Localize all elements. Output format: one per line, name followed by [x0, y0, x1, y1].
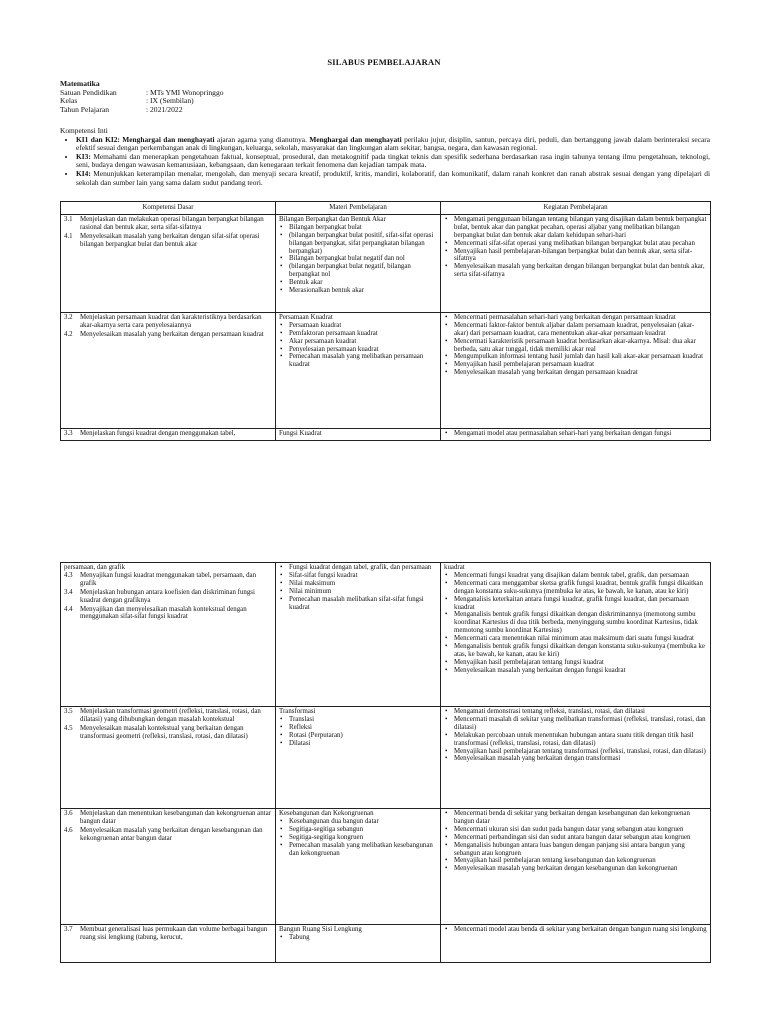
kd-item	[64, 216, 272, 232]
kegiatan-item: • Mencermati sifat-sifat operasi yang melibatkan bilangan berpangkat bulat atau pecahan	[454, 240, 707, 248]
kegiatan-cell	[441, 707, 711, 809]
kegiatan-item: • Mencermati model atau benda di sekitar yang berkaitan dengan bangun ruang sisi lengkung	[454, 926, 707, 934]
header-row: Tahun Pelajaran : 2021/2022	[60, 104, 183, 114]
table-row	[61, 925, 711, 963]
materi-item-list	[279, 716, 437, 748]
table-row	[61, 809, 711, 925]
kegiatan-item: • Menyelesaikan masalah yang berkaitan dengan fungsi kuadrat	[454, 667, 707, 675]
materi-item: • Segitiga-segitiga kongruen	[289, 834, 437, 842]
kd-text: Menjelaskan persamaan kuadrat dan karakteristiknya berdasarkan akar-akarnya serta cara penyelesaiannya	[80, 313, 262, 329]
materi-item: • Fungsi kuadrat dengan tabel, grafik, dan persamaan	[289, 564, 437, 572]
kd-text: Menjelaskan fungsi kuadrat dengan menggunakan tabel,	[80, 429, 236, 437]
materi-item: • Segitiga-segitiga sebangun	[289, 826, 437, 834]
materi-item: • Bentuk akar	[289, 279, 437, 287]
column-header: Kegiatan Pembelajaran	[441, 202, 711, 215]
kompetensi-dasar-cell	[61, 707, 276, 809]
table-header-row	[61, 202, 711, 215]
table-row	[61, 312, 711, 428]
kegiatan-item: • Mengamati demonstrasi tentang refleksi, translasi, rotasi, dan dilatasi	[454, 708, 707, 716]
column-header: Materi Pembelajaran	[276, 202, 441, 215]
kegiatan-item: • Mencermati cara menggambar sketsa grafik fungsi kuadrat, bentuk grafik fungsi dikaitkan dengan konstanta suku-sukunya (membuka ke atas, ke bawah, ke kanan, atau ke kiri)	[454, 580, 707, 596]
kegiatan-item: • Mencermati masalah di sekitar yang melibatkan transformasi (refleksi, translasi, rotasi, dan dilatasi)	[454, 716, 707, 732]
materi-cell	[276, 809, 441, 925]
kegiatan-item: • Mencermati permasalahan sehari-hari yang berkaitan dengan persamaan kuadrat	[454, 314, 707, 322]
kegiatan-item-list	[444, 216, 707, 279]
kegiatan-cell	[441, 809, 711, 925]
document-header	[60, 80, 710, 114]
kd-number: 4.5	[64, 724, 73, 732]
kd-number: 4.2	[64, 330, 73, 338]
syllabus-table	[60, 201, 711, 441]
kd-number: 3.2	[64, 313, 73, 321]
materi-item: • (bilangan berpangkat bulat negatif, bilangan berpangkat nol	[289, 263, 437, 279]
kegiatan-cell	[441, 925, 711, 963]
kegiatan-item-list	[444, 430, 707, 438]
kd-number: 3.7	[64, 926, 73, 933]
kd-item	[64, 725, 272, 741]
materi-cell	[276, 312, 441, 428]
kd-item	[64, 589, 272, 605]
kd-item	[64, 314, 272, 330]
kegiatan-item: • Mengamati model atau permasalahan sehari-hari yang berkaitan dengan fungsi	[454, 430, 707, 438]
kd-number: 4.4	[64, 605, 73, 613]
kegiatan-item: • Mencermati benda di sekitar yang berkaitan dengan kesebangunan dan kekongruenan bangun datar	[454, 810, 707, 826]
materi-item: • (bilangan berpangkat bulat positif, sifat-sifat operasi bilangan berpangkat, sifat perpangkatan bilangan berpangkat)	[289, 232, 437, 256]
kegiatan-item-list	[444, 926, 707, 934]
kd-number: 4.6	[64, 826, 73, 834]
kegiatan-item: • Menyajikan hasil pembelajaran tentang kesebangunan dan kekongruenan	[454, 857, 707, 865]
ki-heading: Kompetensi Inti	[60, 126, 108, 135]
kd-number: 3.1	[64, 215, 73, 223]
materi-item: • Dilatasi	[289, 740, 437, 748]
kd-item	[64, 572, 272, 588]
table-row	[61, 428, 711, 440]
materi-item: • Bilangan berpangkat bulat negatif dan nol	[289, 255, 437, 263]
kegiatan-item: • Menganalisis keterkaitan antara fungsi kuadrat, grafik fungsi kuadrat, dan persamaan kuadrat	[454, 596, 707, 612]
kegiatan-item: • Menyelesaikan masalah yang berkaitan dengan bilangan berpangkat bulat dan bentuk akar, serta sifat-sifatnya	[454, 263, 707, 279]
materi-item: • Persamaan kuadrat	[289, 322, 437, 330]
materi-item-list	[279, 934, 437, 942]
materi-cell	[276, 707, 441, 809]
kegiatan-item: • Mencermati cara menentukan nilai minimum atau maksimum dari suatu fungsi kuadrat	[454, 635, 707, 643]
kd-text: Menjelaskan dan menentukan kesebangunan dan kekongruenan antar bangun datar	[80, 810, 271, 825]
kegiatan-item: • Mencermati ukuran sisi dan sudut pada bangun datar yang sebangun atau kongruen	[454, 826, 707, 834]
materi-title: Transformasi	[279, 708, 316, 715]
kd-item	[64, 606, 272, 622]
materi-item: • Pemecahan masalah yang melibatkan kesebangunan dan kekongruenan	[289, 842, 437, 858]
kd-item	[64, 926, 272, 942]
kegiatan-item: • Menyelesaikan masalah yang berkaitan dengan kesebangunan dan kekongruenan	[454, 865, 707, 873]
kd-number: 3.5	[64, 708, 73, 715]
kegiatan-item: • Mencermati perbandingan sisi dan sudut antara bangun datar sebangun atau kongruen	[454, 834, 707, 842]
kegiatan-item: • Mencermati fungsi kuadrat yang disajikan dalam bentuk tabel, grafik, dan persamaan	[454, 572, 707, 580]
materi-item: • Nilai maksimum	[289, 580, 437, 588]
kd-number: 3.6	[64, 810, 73, 817]
page-break	[0, 466, 768, 562]
kompetensi-dasar-cell	[61, 563, 276, 707]
materi-item: • Pemecahan masalah yang melibatkan persamaan kuadrat	[289, 353, 437, 369]
ki-item: • KI3: Memahami dan menerapkan pengetahuan faktual, konseptual, prosedural, dan metakognitif pada tingkat teknis dan spesifik sederhana berdasarkan rasa ingin tahunya tentang ilmu pengetahuan, teknologi, seni, budaya dengan wawasan kemanusiaan, kebangsaan, dan kenegaraan terkait fenomena dan kejadian tampak mata.	[76, 153, 710, 170]
kegiatan-item: • Mengamati penggunaan bilangan tentang bilangan yang disajikan dalam bentuk berpangkat bulat, bentuk akar dan pangkat pecahan, operasi aljabar yang melibatkan bilangan berpangkat bulat dan bentuk akar dalam kehidupan sehari-hari	[454, 216, 707, 240]
table-row	[61, 707, 711, 809]
materi-item-list	[279, 818, 437, 858]
kegiatan-continued: kuadrat	[444, 564, 465, 571]
table-row	[61, 214, 711, 312]
kegiatan-item: • Mencermati faktor-faktor bentuk aljabar dalam persamaan kuadrat, penyelesaian (akar-akar) dari persamaan kuadrat, cara menentukan akar-akar persamaan kuadrat	[454, 322, 707, 338]
kompetensi-dasar-cell	[61, 428, 276, 440]
header-row: Kelas : IX (Sembilan)	[60, 96, 194, 106]
kegiatan-item-list	[444, 314, 707, 377]
materi-item-list	[279, 564, 437, 611]
kd-text: Menjelaskan dan melakukan operasi bilangan berpangkat bilangan rasional dan bentuk akar, serta sifat-sifatnya	[80, 215, 264, 231]
kegiatan-item: • Menyelesaikan masalah yang berkaitan dengan persamaan kuadrat	[454, 369, 707, 377]
kegiatan-item: • Menganalisis bentuk grafik fungsi dikaitkan dengan konstanta suku-sukunya (membuka ke atas, ke bawah, ke kanan, atau ke kiri)	[454, 643, 707, 659]
kd-text: Menjelaskan transformasi geometri (refleksi, translasi, rotasi, dan dilatasi) yang dihubungkan dengan masalah kontekstual	[80, 708, 261, 723]
kd-item	[64, 430, 272, 438]
kegiatan-item: • Menyajikan hasil pembelajaran tentang fungsi kuadrat	[454, 659, 707, 667]
kegiatan-item-list	[444, 708, 707, 763]
kegiatan-cell	[441, 428, 711, 440]
kd-text: Menyajikan fungsi kuadrat menggunakan tabel, persamaan, dan grafik	[80, 571, 257, 587]
kegiatan-item-list	[444, 810, 707, 873]
table-row	[61, 563, 711, 707]
kd-continued: persamaan, dan grafik	[64, 564, 126, 571]
kd-text: Menjelaskan hubungan antara koefisien dan diskriminan fungsi kuadrat dengan grafiknya	[80, 588, 255, 604]
kegiatan-item: • Menganalisis hubungan antara luas bangun dengan panjang sisi antara bangun yang sebangun atau kongruen	[454, 842, 707, 858]
kd-item	[64, 810, 272, 826]
materi-cell	[276, 563, 441, 707]
materi-title: Kesebangunan dan Kekongruenan	[279, 810, 374, 817]
materi-item: • Kesebangunan dua bangun datar	[289, 818, 437, 826]
kd-number: 4.1	[64, 232, 73, 240]
kegiatan-item: • Mengumpulkan informasi tentang hasil jumlah dan hasil kali akar-akar persamaan kuadrat	[454, 353, 707, 361]
kd-text: Menyelesaikan masalah yang berkaitan dengan kesebangunan dan kekongruenan antar bangun datar	[80, 826, 263, 842]
kompetensi-dasar-cell	[61, 925, 276, 963]
kd-item	[64, 233, 272, 249]
materi-item: • Translasi	[289, 716, 437, 724]
kompetensi-inti	[60, 127, 710, 187]
kd-text: Menyajikan dan menyelesaikan masalah kontekstual dengan menggunakan sifat-sifat fungsi kuadrat	[80, 605, 247, 621]
kegiatan-cell	[441, 563, 711, 707]
kegiatan-cell	[441, 312, 711, 428]
kd-item	[64, 331, 272, 339]
kd-number: 3.3	[64, 429, 73, 437]
kegiatan-item: • Menyajikan hasil pembelajaran persamaan kuadrat	[454, 361, 707, 369]
kd-item	[64, 708, 272, 724]
materi-item: • Refleksi	[289, 724, 437, 732]
ki-item: • KI4: Menunjukkan keterampilan menalar, mengolah, dan menyaji secara kreatif, produktif, kritis, mandiri, kolaboratif, dan komunikatif, dalam ranah konkret dan ranah abstrak sesuai dengan yang dipelajari di sekolah dan sumber lain yang sama dalam sudut pandang teori.	[76, 170, 710, 187]
materi-item: • Pemecahan masalah melibatkan sifat-sifat fungsi kuadrat	[289, 596, 437, 612]
ki-item: • KI1 dan KI2: Menghargai dan menghayati ajaran agama yang dianutnya. Menghargai dan menghayati perilaku jujur, disiplin, santun, percaya diri, peduli, dan bertanggung jawab dalam berinteraksi secara efektif sesuai dengan perkembangan anak di lingkungan, keluarga, sekolah, masyarakat dan lingkungan alam sekitar, bangsa, negara, dan kawasan regional.	[76, 136, 710, 153]
materi-item-list	[279, 322, 437, 369]
materi-item: • Penyelesaian persamaan kuadrat	[289, 346, 437, 354]
materi-cell	[276, 428, 441, 440]
materi-item: • Pemfaktoran persamaan kuadrat	[289, 330, 437, 338]
subject-label: Matematika	[60, 79, 100, 88]
materi-item: • Rotasi (Perputaran)	[289, 732, 437, 740]
materi-title: Bangun Ruang Sisi Lengkung	[279, 926, 362, 933]
syllabus-table	[60, 562, 711, 963]
kompetensi-dasar-cell	[61, 312, 276, 428]
kompetensi-dasar-cell	[61, 809, 276, 925]
kd-item	[64, 827, 272, 843]
kegiatan-item: • Menyajikan hasil pembelajaran-bilangan berpangkat bulat dan bentuk akar, serta sifat-sifatnya	[454, 248, 707, 264]
kegiatan-item: • Menganalisis bentuk grafik fungsi dikaitkan dengan diskriminannya (memotong sumbu koordinat Kartesius di dua titik berbeda, menyinggung sumbu koordinat Kartesius, tidak memotong sumbu koordinat Kartesius)	[454, 611, 707, 635]
header-row: Satuan Pendidikan : MTs YMI Wonopringgo	[60, 87, 224, 97]
materi-item: • Merasionalkan bentuk akar	[289, 287, 437, 295]
materi-cell	[276, 214, 441, 312]
kegiatan-item: • Menyajikan hasil pembelajaran tentang transformasi (refleksi, translasi, rotasi, dan dilatasi)	[454, 748, 707, 756]
materi-cell	[276, 925, 441, 963]
kd-number: 3.4	[64, 588, 73, 596]
kegiatan-item: • Menyelesaikan masalah yang berkaitan dengan transformasi	[454, 755, 707, 763]
materi-item: • Akar persamaan kuadrat	[289, 338, 437, 346]
materi-item: • Bilangan berpangkat bulat	[289, 224, 437, 232]
materi-item-list	[279, 224, 437, 295]
kd-text: Menyelesaikan masalah yang berkaitan dengan persamaan kuadrat	[80, 330, 264, 338]
materi-title: Persamaan Kuadrat	[279, 313, 333, 321]
kegiatan-item: • Melakukan percobaan untuk menentukan hubungan antara suatu titik dengan titik hasil transformasi (refleksi, translasi, rotasi, dan dilatasi)	[454, 732, 707, 748]
kd-number: 4.3	[64, 571, 73, 579]
kegiatan-item-list	[444, 572, 707, 675]
materi-title: Fungsi Kuadrat	[279, 429, 322, 437]
materi-item: • Nilai minimum	[289, 588, 437, 596]
column-header: Kompetensi Dasar	[61, 202, 276, 215]
kd-text: Menyelesaikan masalah yang berkaitan dengan sifat-sifat operasi bilangan berpangkat bulat dan bentuk akar	[80, 232, 260, 248]
ki-list	[60, 136, 710, 188]
page-title: SILABUS PEMBELAJARAN	[327, 57, 441, 67]
kd-text: Menyelesaikan masalah kontekstual yang berkaitan dengan transformasi geometri (refleksi, translasi, rotasi, dan dilatasi)	[80, 724, 248, 740]
materi-item: • Tabung	[289, 934, 437, 942]
materi-item: • Sifat-sifat fungsi kuadrat	[289, 572, 437, 580]
kegiatan-cell	[441, 214, 711, 312]
kompetensi-dasar-cell	[61, 214, 276, 312]
kegiatan-item: • Mencermati karakteristik persamaan kuadrat berdasarkan akar-akarnya. Misal: dua akar berbeda, satu akar tunggal, tidak memiliki akar real	[454, 338, 707, 354]
materi-title: Bilangan Berpangkat dan Bentuk Akar	[279, 215, 386, 223]
kd-text: Membuat generalisasi luas permukaan dan volume berbagai bangun ruang sisi lengkung (tabung, kerucut,	[80, 926, 268, 941]
